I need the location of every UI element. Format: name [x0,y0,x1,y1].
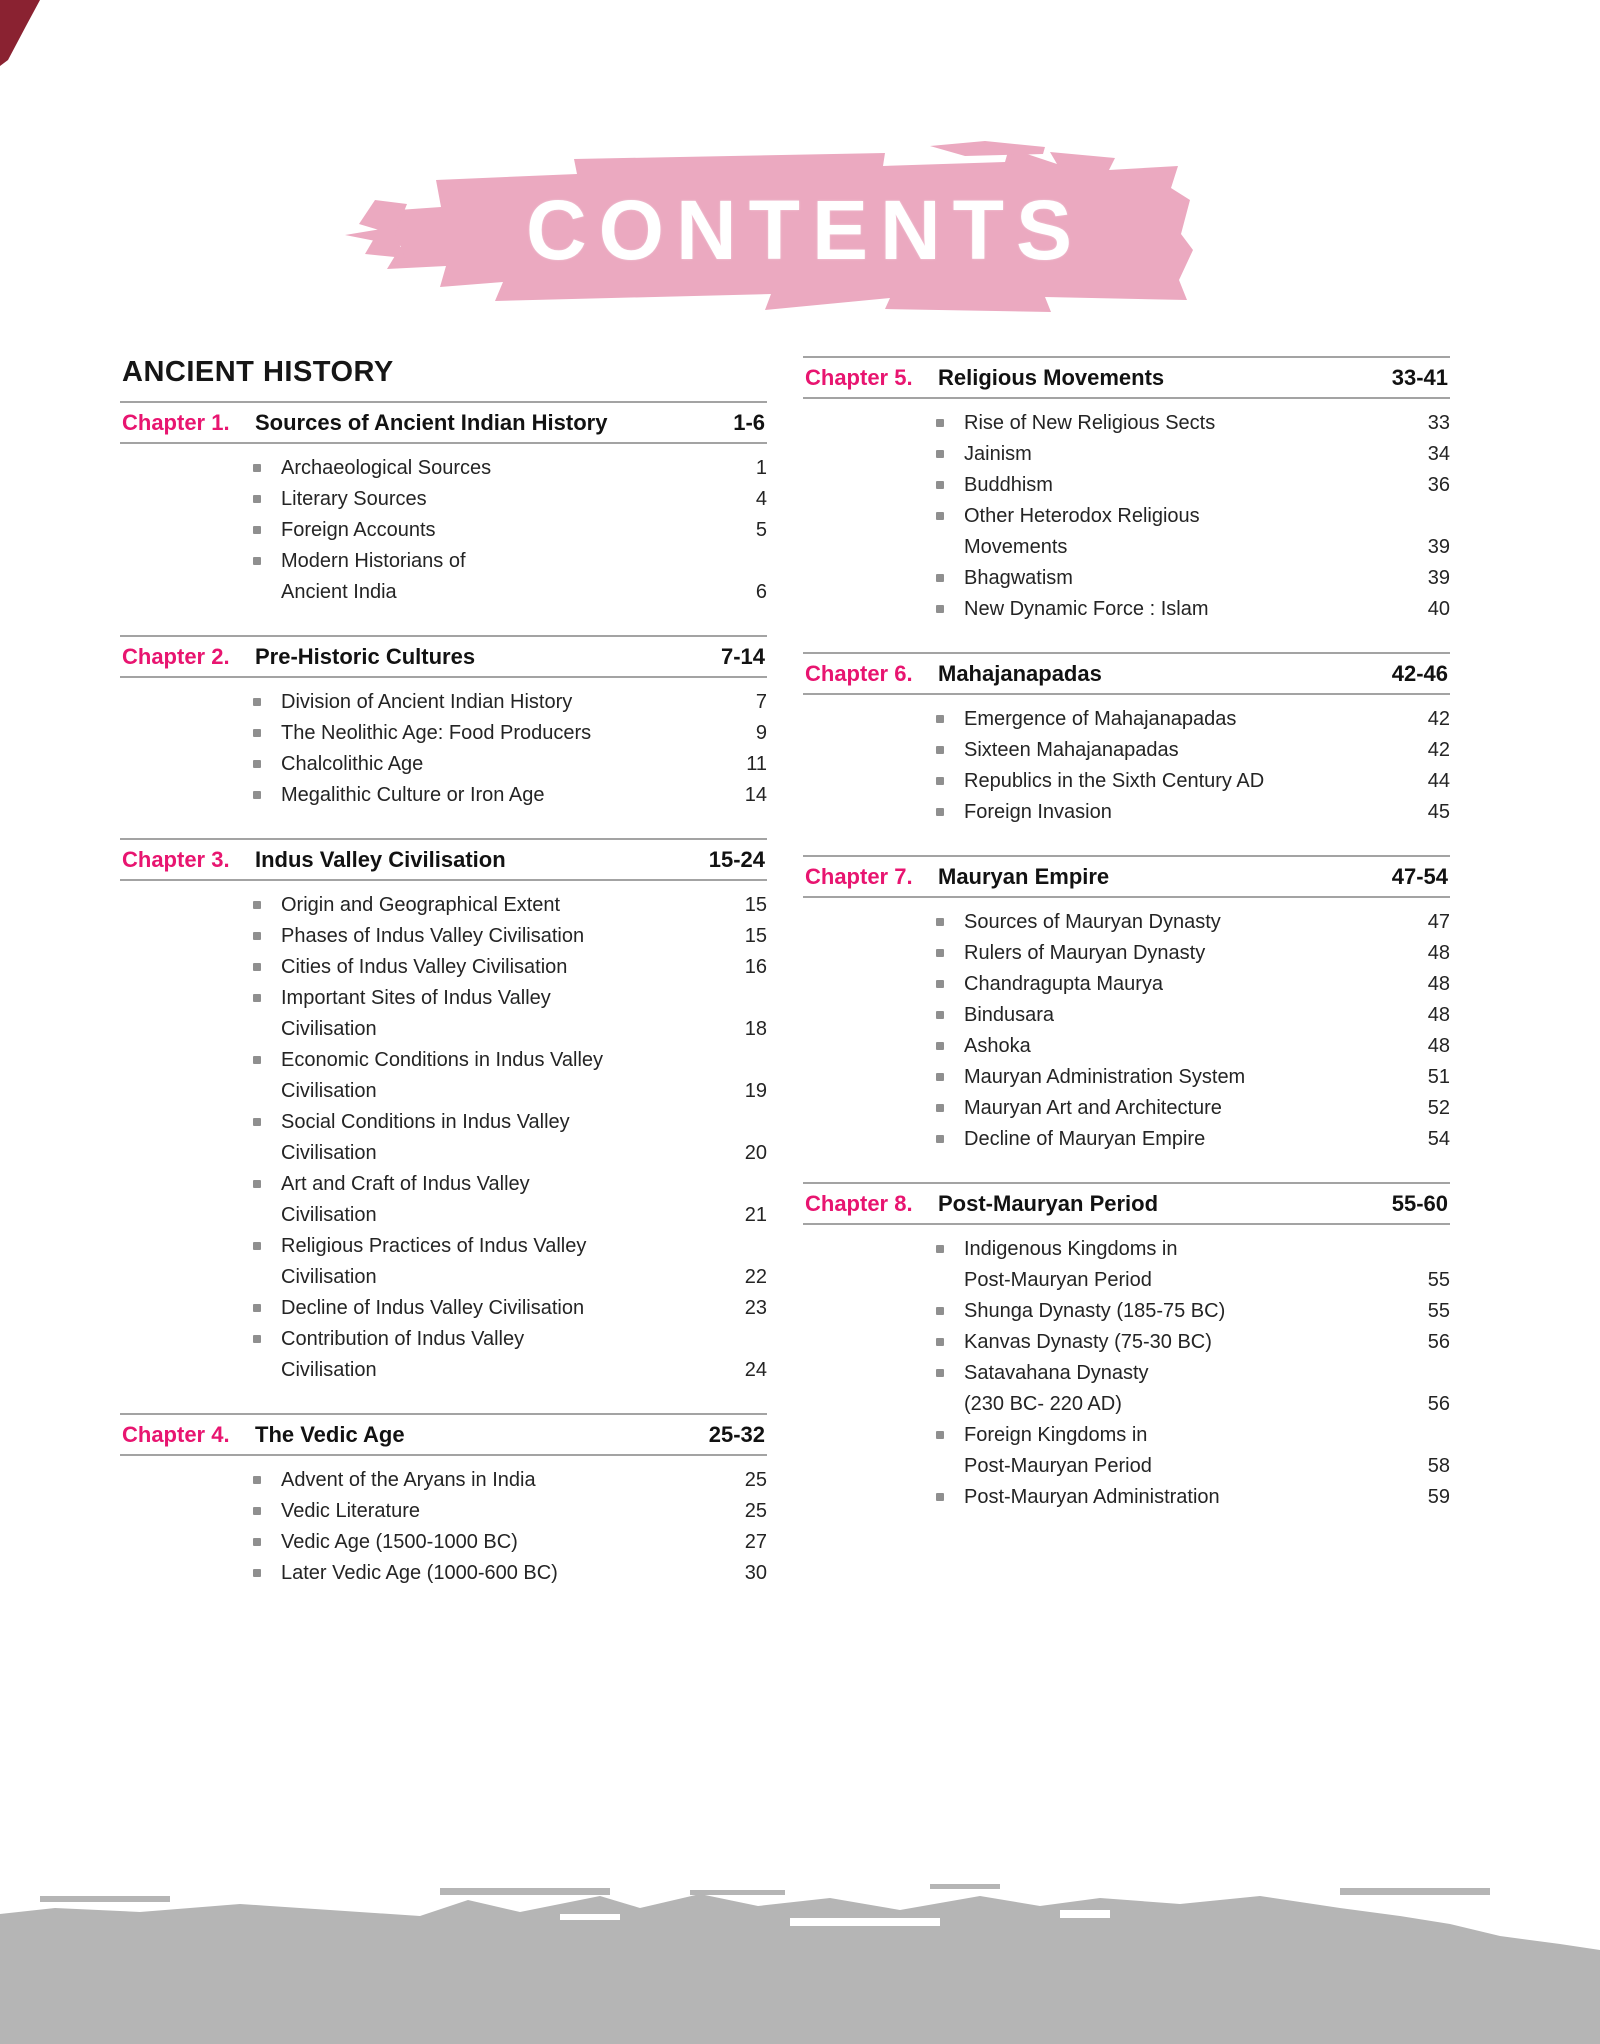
toc-page-number: 59 [1427,1486,1450,1508]
bullet-square-icon [936,574,944,582]
toc-item [253,784,767,806]
chapter-header [120,1413,767,1456]
toc-item-line: Decline of Mauryan Empire [964,1128,1206,1150]
chapter-header [120,838,767,881]
toc-page-number: 19 [744,1080,767,1102]
contents-banner [345,138,1205,328]
toc-item-text [964,1066,1416,1088]
bullet-square-icon [936,1369,944,1377]
chapter-page-range: 42-46 [1391,661,1448,686]
toc-item [936,598,1450,620]
toc-item [936,412,1450,434]
toc-item-text [964,412,1416,434]
toc-page-number: 24 [744,1359,767,1381]
toc-item-text [964,1300,1416,1322]
chapter-title: Religious Movements [938,365,1165,390]
bullet-square-icon [936,605,944,613]
toc-page-number: 58 [1427,1455,1450,1477]
toc-page-number: 21 [744,1204,767,1226]
toc-item [253,457,767,479]
toc-item-text [964,1035,1416,1057]
toc-page-number: 27 [744,1531,767,1553]
toc-item-text [281,1173,733,1226]
bullet-square-icon [253,1242,261,1250]
chapter-block [803,652,1450,823]
toc-item-line: Advent of the Aryans in India [281,1469,536,1491]
chapter-header [803,652,1450,695]
toc-item [253,1111,767,1164]
toc-item-text [964,911,1416,933]
toc-item-line: Cities of Indus Valley Civilisation [281,956,568,978]
toc-item-line: Post-Mauryan Administration [964,1486,1220,1508]
toc-item [936,1362,1450,1415]
toc-item-line: The Neolithic Age: Food Producers [281,722,592,744]
toc-page-number: 1 [755,457,767,479]
toc-page-number: 7 [755,691,767,713]
toc-item [253,1235,767,1288]
toc-item-line: Art and Craft of Indus Valley [281,1173,530,1195]
toc-item [253,519,767,541]
toc-item-line: Chalcolithic Age [281,753,424,775]
bullet-square-icon [253,1507,261,1515]
toc-item [936,1066,1450,1088]
contents-column [120,356,767,1616]
toc-item-text [281,1328,733,1381]
chapter-label: Chapter 2. [122,644,230,669]
contents-column [803,356,1450,1540]
toc-item [936,505,1450,558]
toc-item [936,708,1450,730]
toc-item [253,722,767,744]
toc-item-line: Ashoka [964,1035,1031,1057]
bullet-square-icon [253,557,261,565]
toc-page-number: 56 [1427,1331,1450,1353]
bullet-square-icon [253,994,261,1002]
toc-item-text [964,973,1416,995]
bullet-square-icon [936,777,944,785]
toc-item-line: Post-Mauryan Period [964,1455,1152,1477]
toc-page-number: 55 [1427,1269,1450,1291]
toc-item-line: Foreign Invasion [964,801,1112,823]
toc-item-line: Vedic Age (1500-1000 BC) [281,1531,518,1553]
bullet-square-icon [936,1245,944,1253]
chapter-title: Mahajanapadas [938,661,1102,686]
toc-item-line: Civilisation [281,1359,377,1381]
bullet-square-icon [936,949,944,957]
toc-item [936,942,1450,964]
toc-item [253,550,767,603]
bullet-square-icon [936,1493,944,1501]
toc-item-line: Phases of Indus Valley Civilisation [281,925,585,947]
toc-page-number: 6 [755,581,767,603]
chapter-items [120,444,767,603]
toc-item [936,567,1450,589]
toc-item-line: Origin and Geographical Extent [281,894,561,916]
toc-page-number: 25 [744,1469,767,1491]
toc-page-number: 39 [1427,536,1450,558]
toc-item-text [964,1424,1416,1477]
chapter-title: Indus Valley Civilisation [255,847,506,872]
chapter-label: Chapter 1. [122,410,230,435]
toc-item-line: Jainism [964,443,1032,465]
toc-page-number: 39 [1427,567,1450,589]
chapter-block [120,1413,767,1584]
toc-item [936,1424,1450,1477]
toc-page-number: 15 [744,894,767,916]
bullet-square-icon [936,808,944,816]
toc-page-number: 11 [746,753,767,775]
toc-item-text [964,443,1416,465]
toc-item-text [281,722,733,744]
toc-item-text [281,987,733,1040]
toc-item [253,1500,767,1522]
toc-item-line: Important Sites of Indus Valley [281,987,551,1009]
toc-page-number: 36 [1427,474,1450,496]
chapter-block [803,356,1450,620]
bullet-square-icon [253,963,261,971]
toc-page-number: 14 [744,784,767,806]
toc-item-line: Ancient India [281,581,397,603]
bullet-square-icon [253,1056,261,1064]
corner-mark [0,0,46,66]
toc-item-line: Rise of New Religious Sects [964,412,1216,434]
bullet-square-icon [253,901,261,909]
bullet-square-icon [936,1011,944,1019]
toc-page-number: 23 [744,1297,767,1319]
toc-item-line: Civilisation [281,1080,377,1102]
toc-item [936,911,1450,933]
toc-item-line: Movements [964,536,1068,558]
bullet-square-icon [253,1304,261,1312]
toc-item [253,753,767,775]
toc-item-text [964,739,1416,761]
toc-item-text [964,474,1416,496]
toc-item-line: Mauryan Art and Architecture [964,1097,1222,1119]
chapter-block [803,1182,1450,1508]
toc-item-text [281,1111,733,1164]
chapter-page-range: 25-32 [708,1422,765,1447]
chapter-items [120,678,767,806]
bullet-square-icon [253,1335,261,1343]
toc-page-number: 48 [1427,973,1450,995]
chapter-label: Chapter 4. [122,1422,230,1447]
toc-item-line: Foreign Accounts [281,519,436,541]
toc-item-text [964,567,1416,589]
toc-page-number: 44 [1427,770,1450,792]
toc-item-text [281,691,733,713]
toc-page-number: 42 [1427,739,1450,761]
toc-page-number: 40 [1427,598,1450,620]
toc-page-number: 25 [744,1500,767,1522]
toc-item-line: Economic Conditions in Indus Valley [281,1049,604,1071]
toc-item-text [964,1097,1416,1119]
toc-page-number: 9 [755,722,767,744]
toc-item [936,1004,1450,1026]
bullet-square-icon [936,1431,944,1439]
bullet-square-icon [936,450,944,458]
toc-page-number: 48 [1427,1004,1450,1026]
toc-page-number: 20 [744,1142,767,1164]
toc-page-number: 48 [1427,1035,1450,1057]
toc-item-line: Shunga Dynasty (185-75 BC) [964,1300,1226,1322]
toc-item-line: Kanvas Dynasty (75-30 BC) [964,1331,1212,1353]
toc-item-line: Republics in the Sixth Century AD [964,770,1265,792]
toc-item [936,1128,1450,1150]
toc-item [253,1469,767,1491]
bullet-square-icon [936,1307,944,1315]
bullet-square-icon [253,1180,261,1188]
chapter-title: Pre-Historic Cultures [255,644,476,669]
toc-item-text [281,1531,733,1553]
toc-item-text [964,708,1416,730]
bullet-square-icon [936,918,944,926]
bullet-square-icon [936,1135,944,1143]
toc-item-line: (230 BC- 220 AD) [964,1393,1122,1415]
toc-item-line: Foreign Kingdoms in [964,1424,1148,1446]
toc-item [253,488,767,510]
toc-item-text [964,598,1416,620]
toc-item-text [281,894,733,916]
toc-item-text [281,753,733,775]
toc-item [253,1173,767,1226]
toc-item-text [964,1362,1416,1415]
chapter-page-range: 7-14 [720,644,765,669]
toc-item-text [964,770,1416,792]
toc-item-line: Religious Practices of Indus Valley [281,1235,587,1257]
toc-item-text [964,1004,1416,1026]
toc-page-number: 42 [1427,708,1450,730]
toc-item-text [281,1297,733,1319]
toc-page-number: 55 [1427,1300,1450,1322]
toc-item [936,1331,1450,1353]
toc-item-line: Buddhism [964,474,1053,496]
toc-item-line: Bhagwatism [964,567,1073,589]
bullet-square-icon [936,1042,944,1050]
chapter-block [120,401,767,603]
chapter-label: Chapter 3. [122,847,230,872]
toc-item-line: Contribution of Indus Valley [281,1328,525,1350]
toc-item-text [281,925,733,947]
toc-page-number: 54 [1427,1128,1450,1150]
toc-page-number: 45 [1427,801,1450,823]
toc-item [253,1562,767,1584]
bullet-square-icon [936,746,944,754]
toc-item [253,894,767,916]
toc-item [253,925,767,947]
bullet-square-icon [253,495,261,503]
toc-item [936,1300,1450,1322]
chapter-items [803,898,1450,1150]
chapter-header [120,635,767,678]
toc-item-line: Decline of Indus Valley Civilisation [281,1297,585,1319]
toc-item [253,691,767,713]
toc-page-number: 52 [1427,1097,1450,1119]
toc-item [936,801,1450,823]
toc-item-line: New Dynamic Force : Islam [964,598,1209,620]
toc-item-line: Sources of Mauryan Dynasty [964,911,1221,933]
chapter-page-range: 15-24 [708,847,765,872]
bullet-square-icon [253,526,261,534]
chapter-header [803,1182,1450,1225]
toc-item-text [281,1562,733,1584]
toc-item-line: Civilisation [281,1142,377,1164]
toc-item-text [964,1331,1416,1353]
toc-item-text [281,457,733,479]
toc-item-text [281,1500,733,1522]
toc-page-number: 15 [744,925,767,947]
bullet-square-icon [936,419,944,427]
chapter-title: Sources of Ancient Indian History [255,410,608,435]
toc-page-number: 4 [755,488,767,510]
bullet-square-icon [936,1073,944,1081]
bullet-square-icon [253,1569,261,1577]
toc-item-line: Emergence of Mahajanapadas [964,708,1237,730]
toc-item [936,1035,1450,1057]
toc-item-line: Literary Sources [281,488,427,510]
chapter-header [803,356,1450,399]
chapter-title: Post-Mauryan Period [938,1191,1159,1216]
toc-item-text [281,784,733,806]
toc-item [936,1238,1450,1291]
toc-page-number: 33 [1427,412,1450,434]
chapter-items [803,1225,1450,1508]
chapter-header [120,401,767,444]
bullet-square-icon [936,1338,944,1346]
toc-item-line: Social Conditions in Indus Valley [281,1111,570,1133]
toc-item-text [964,942,1416,964]
chapter-block [120,635,767,806]
toc-page-number: 34 [1427,443,1450,465]
toc-item-line: Rulers of Mauryan Dynasty [964,942,1206,964]
bullet-square-icon [253,1538,261,1546]
toc-item [253,956,767,978]
toc-item-text [964,505,1416,558]
toc-item-text [964,801,1416,823]
chapter-items [803,399,1450,620]
bullet-square-icon [253,729,261,737]
toc-item [253,1328,767,1381]
bullet-square-icon [253,1476,261,1484]
chapter-page-range: 47-54 [1391,864,1448,889]
toc-item-text [281,519,733,541]
section-title: ANCIENT HISTORY [122,356,394,388]
toc-page-number: 48 [1427,942,1450,964]
toc-item [936,474,1450,496]
chapter-block [803,855,1450,1150]
chapter-label: Chapter 6. [805,661,913,686]
toc-item-line: Satavahana Dynasty [964,1362,1149,1384]
toc-item-line: Post-Mauryan Period [964,1269,1152,1291]
toc-item-line: Mauryan Administration System [964,1066,1246,1088]
chapter-items [120,1456,767,1584]
bullet-square-icon [936,1104,944,1112]
toc-item-text [964,1238,1416,1291]
bullet-square-icon [253,932,261,940]
toc-page-number: 22 [744,1266,767,1288]
bullet-square-icon [253,760,261,768]
toc-item [936,739,1450,761]
bullet-square-icon [253,1118,261,1126]
toc-item [253,1531,767,1553]
chapter-label: Chapter 5. [805,365,913,390]
chapter-label: Chapter 8. [805,1191,913,1216]
toc-item-line: Civilisation [281,1018,377,1040]
toc-item-text [281,1049,733,1102]
bullet-square-icon [936,715,944,723]
toc-item-line: Vedic Literature [281,1500,420,1522]
toc-page-number: 56 [1427,1393,1450,1415]
toc-item-text [281,956,733,978]
toc-item-line: Civilisation [281,1204,377,1226]
bullet-square-icon [253,791,261,799]
toc-item-text [281,488,733,510]
toc-page-number: 30 [744,1562,767,1584]
toc-item-text [281,1235,733,1288]
toc-item-line: Bindusara [964,1004,1055,1026]
banner-title: CONTENTS [526,183,1084,277]
chapter-header [803,855,1450,898]
toc-item-line: Other Heterodox Religious [964,505,1200,527]
toc-item [936,1097,1450,1119]
toc-item [253,987,767,1040]
bullet-square-icon [936,512,944,520]
toc-item-line: Later Vedic Age (1000-600 BC) [281,1562,558,1584]
toc-item-text [964,1128,1416,1150]
chapter-page-range: 33-41 [1391,365,1448,390]
toc-item-line: Modern Historians of [281,550,466,572]
chapter-label: Chapter 7. [805,864,913,889]
chapter-items [120,881,767,1381]
toc-item-line: Civilisation [281,1266,377,1288]
bullet-square-icon [936,481,944,489]
toc-item [936,1486,1450,1508]
toc-item-line: Archaeological Sources [281,457,492,479]
chapter-items [803,695,1450,823]
toc-item-text [281,550,733,603]
bullet-square-icon [253,698,261,706]
chapter-page-range: 1-6 [733,410,765,435]
toc-item-text [281,1469,733,1491]
toc-item-line: Chandragupta Maurya [964,973,1164,995]
chapter-title: Mauryan Empire [938,864,1110,889]
chapter-page-range: 55-60 [1391,1191,1448,1216]
toc-item-line: Megalithic Culture or Iron Age [281,784,545,806]
toc-item-text [964,1486,1416,1508]
toc-item [936,770,1450,792]
toc-page-number: 47 [1427,911,1450,933]
toc-page-number: 18 [744,1018,767,1040]
contents-columns [120,356,1450,1616]
toc-page-number: 51 [1427,1066,1450,1088]
toc-item [936,973,1450,995]
toc-page-number: 5 [755,519,767,541]
chapter-block [120,838,767,1381]
toc-item-line: Indigenous Kingdoms in [964,1238,1178,1260]
toc-item-line: Sixteen Mahajanapadas [964,739,1179,761]
toc-item [253,1049,767,1102]
chapter-title: The Vedic Age [255,1422,405,1447]
toc-item [253,1297,767,1319]
bullet-square-icon [253,464,261,472]
toc-item [936,443,1450,465]
toc-item-line: Division of Ancient Indian History [281,691,573,713]
bullet-square-icon [936,980,944,988]
torn-paper-edge [0,1884,1600,2044]
toc-page-number: 16 [744,956,767,978]
